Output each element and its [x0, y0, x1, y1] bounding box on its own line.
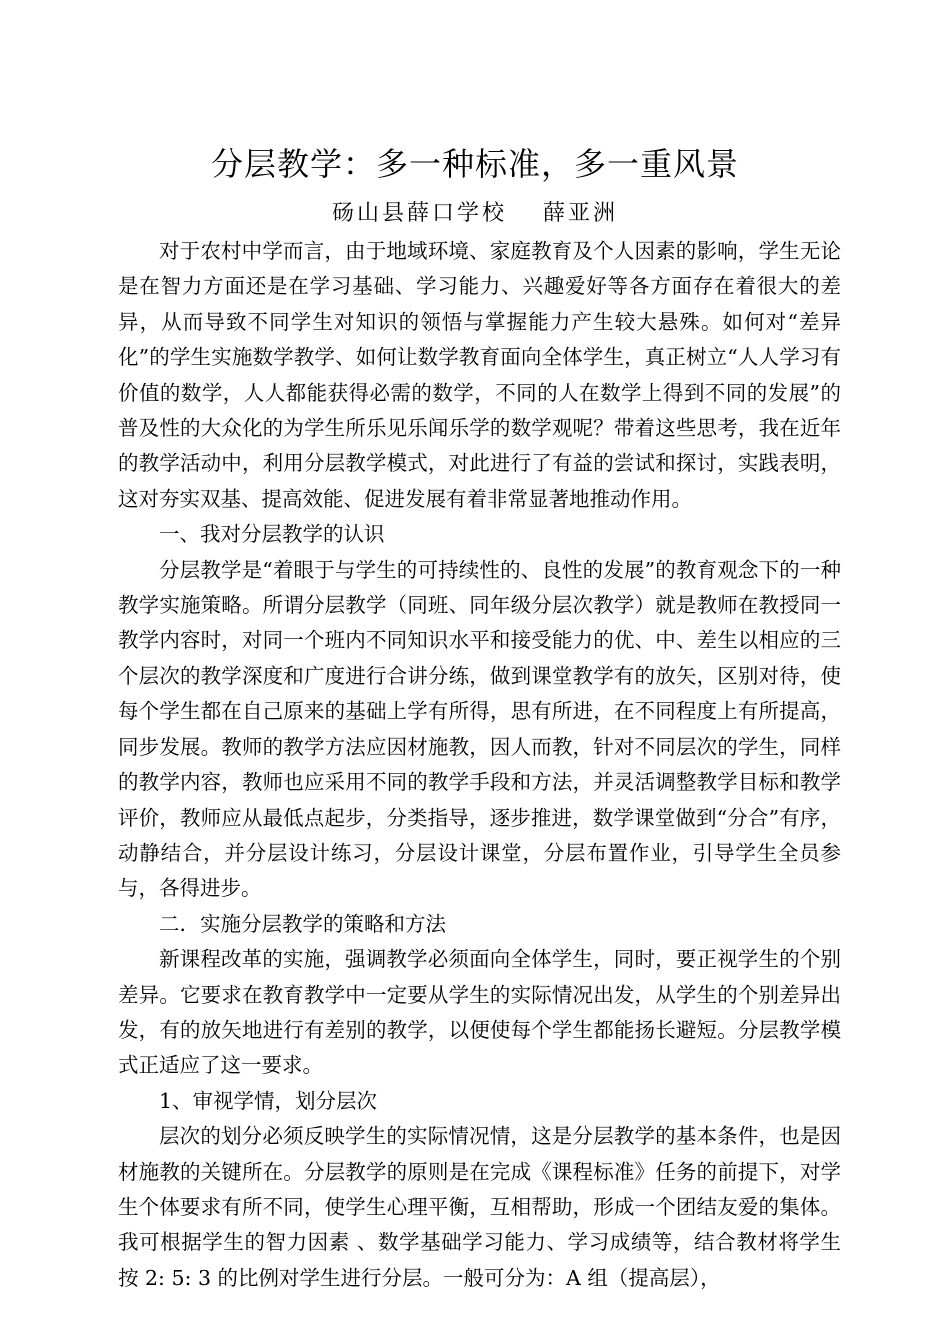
- paragraph: 分层教学是“着眼于与学生的可持续性的、良性的发展”的教育观念下的一种教学实施策略。所谓分层教学（同班、同年级分层次教学）就是教师在教授同一教学内容时，对同一个班内不同知识水平和接受能力的优、中、差生以相应的三个层次的教学深度和广度进行合讲分练，做到课堂教学有的放矢，区别对待，使每个学生都在自己原来的基础上学有所得，思有所进，在不同程度上有所提高，同步发展。教师的教学方法应因材施教，因人而教，针对不同层次的学生，同样的教学内容，教师也应采用不同的教学手段和方法，并灵活调整教学目标和教学评价，教师应从最低点起步，分类指导，逐步推进，数学课堂做到“分合”有序，动静结合，并分层设计练习，分层设计课堂，分层布置作业，引导学生全员参与，各得进步。: [118, 557, 841, 901]
- byline: [0, 196, 950, 232]
- paragraph: 对于农村中学而言，由于地域环境、家庭教育及个人因素的影响，学生无论是在智力方面还是在学习基础、学习能力、兴趣爱好等各方面存在着很大的差异，从而导致不同学生对知识的领悟与掌握能力产生较大悬殊。如何对“差异化”的学生实施数学教学、如何让数学教育面向全体学生，真正树立“人人学习有价值的数学，人人都能获得必需的数学，不同的人在数学上得到不同的发展”的普及性的大众化的为学生所乐见乐闻乐学的数学观呢？带着这些思考，我在近年的教学活动中，利用分层教学模式，对此进行了有益的尝试和探讨，实践表明，这对夯实双基、提高效能、促进发展有着非常显著地推动作用。: [118, 239, 841, 511]
- paragraph: 新课程改革的实施，强调教学必须面向全体学生，同时，要正视学生的个别差异。它要求在教育教学中一定要从学生的实际情况出发，从学生的个别差异出发，有的放矢地进行有差别的教学，以便使每个学生都能扬长避短。分层教学模式正适应了这一要求。: [118, 947, 841, 1078]
- school-name: 砀山县薛口学校: [331, 201, 507, 226]
- section-heading: 二．实施分层教学的策略和方法: [159, 911, 446, 936]
- subsection-heading: 1、审视学情，划分层次: [159, 1088, 378, 1113]
- paragraph: 层次的划分必须反映学生的实际情况情，这是分层教学的基本条件，也是因材施教的关键所在。分层教学的原则是在完成《课程标准》任务的前提下，对学生个体要求有所不同，使学生心理平衡，互相帮助，形成一个团结友爱的集体。我可根据学生的智力因素 、数学基础学习能力、学习成绩等，结合教材将学生按 2: 5: 3 的比例对学生进行分层。一般可分为：A 组（提高层），: [118, 1124, 841, 1290]
- section-heading: 一、我对分层教学的认识: [159, 522, 385, 547]
- document-title: 分层教学：多一种标准，多一重风景: [210, 145, 739, 183]
- author-name: 薛亚洲: [543, 201, 619, 226]
- document-body: [118, 234, 841, 1296]
